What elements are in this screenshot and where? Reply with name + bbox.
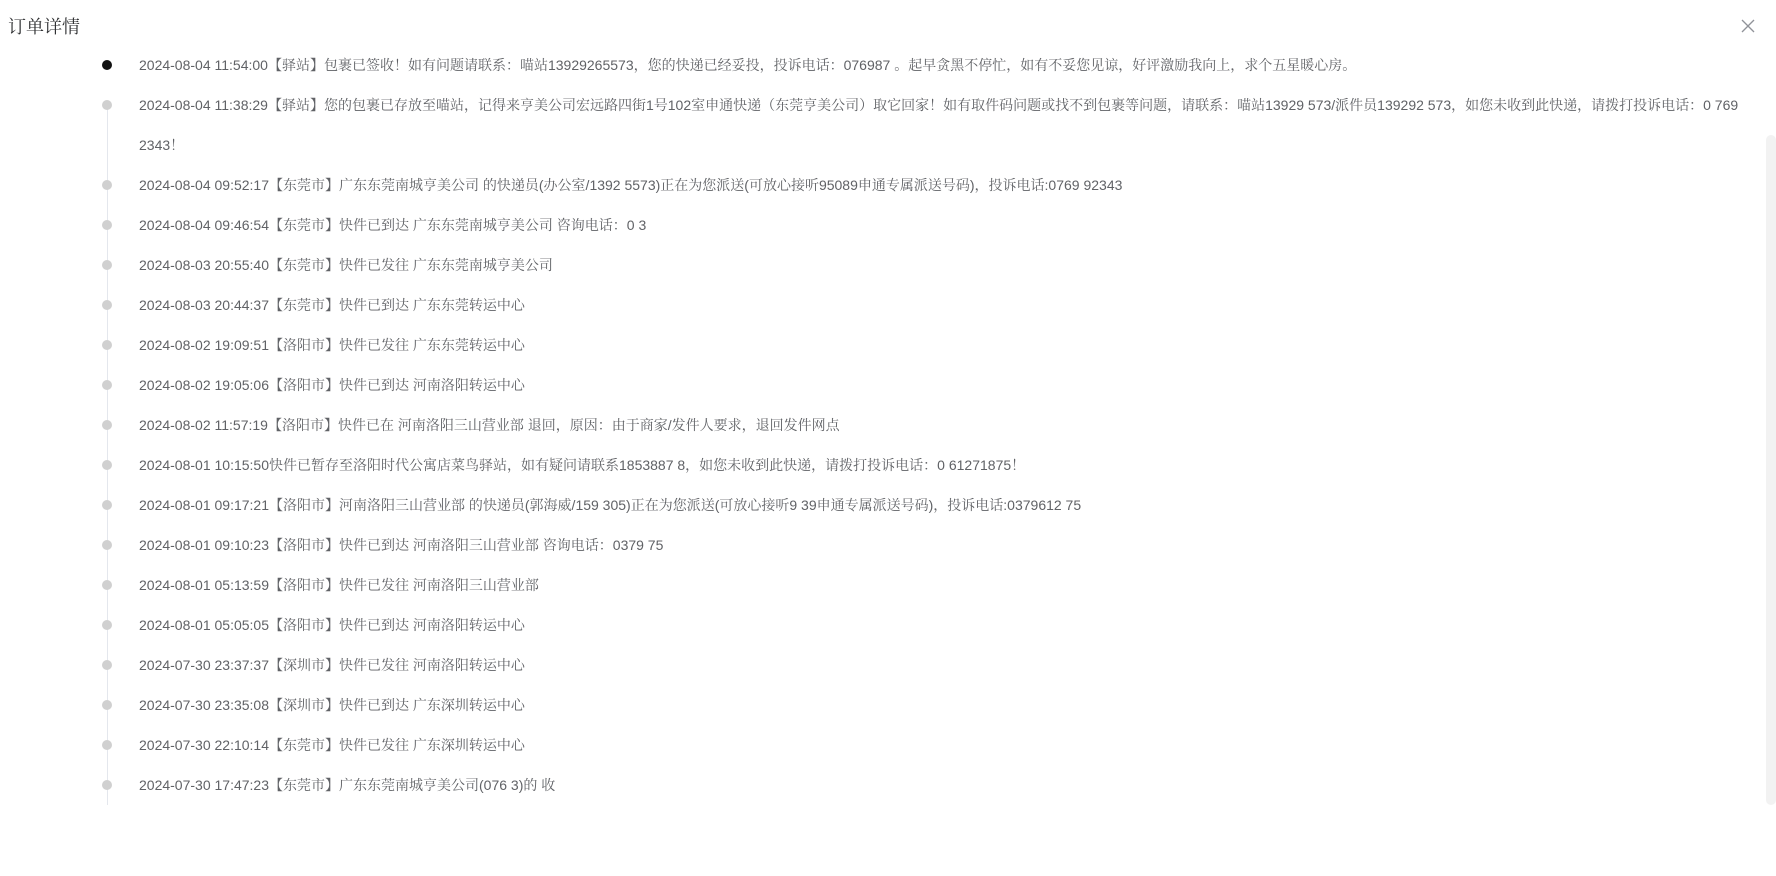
timeline-item (100, 765, 1740, 805)
timeline-item (100, 685, 1740, 725)
logistics-timeline (100, 45, 1740, 805)
timeline-item (100, 205, 1740, 245)
dialog-title: 订单详情 (8, 17, 80, 37)
timeline-dot (102, 740, 112, 750)
timeline-item (100, 365, 1740, 405)
timeline-dot (102, 380, 112, 390)
timeline-item (100, 245, 1740, 285)
timeline-dot (102, 780, 112, 790)
timeline-item (100, 285, 1740, 325)
timeline-dot (102, 660, 112, 670)
timeline-item (100, 405, 1740, 445)
timeline-dot (102, 260, 112, 270)
timeline-item-text: 2024-08-02 19:05:06【洛阳市】快件已到达 河南洛阳转运中心 (139, 377, 525, 393)
scrollbar[interactable] (1766, 135, 1776, 805)
timeline-item (100, 485, 1740, 525)
timeline-item-text: 2024-07-30 17:47:23【东莞市】广东东莞南城亨美公司(076 3)的 收 (139, 777, 556, 793)
timeline-item-text: 2024-08-04 11:38:29【驿站】您的包裹已存放至喵站，记得来亨美公司宏远路四街1号102室申通快递（东莞亨美公司）取它回家！如有取件码问题或找不到包裹等问题，请联系：喵站13929 573/派件员139292 573，如您未收到此快递，请拨打投诉电话：0 7692343！ (139, 97, 1739, 153)
close-icon (1738, 16, 1758, 36)
timeline-dot-active (102, 60, 112, 70)
timeline-item (100, 725, 1740, 765)
timeline-item (100, 45, 1740, 85)
timeline-item-text: 2024-08-01 10:15:50快件已暂存至洛阳时代公寓店菜鸟驿站，如有疑问请联系1853887 8，如您未收到此快递，请拨打投诉电话：0 61271875！ (139, 457, 1026, 473)
timeline-item (100, 565, 1740, 605)
timeline-item (100, 325, 1740, 365)
timeline-dot (102, 420, 112, 430)
timeline-dot (102, 100, 112, 110)
timeline-item-text: 2024-08-04 11:54:00【驿站】包裹已签收！如有问题请联系：喵站13929265573，您的快递已经妥投，投诉电话：076987 。起早贪黑不停忙，如有不妥您见谅，好评激励我向上，求个五星暖心房。 (139, 57, 1357, 73)
timeline-dot (102, 220, 112, 230)
timeline-dot (102, 340, 112, 350)
timeline-item (100, 445, 1740, 485)
timeline-item-text: 2024-08-02 11:57:19【洛阳市】快件已在 河南洛阳三山营业部 退回，原因：由于商家/发件人要求，退回发件网点 (139, 417, 840, 433)
timeline-item-text: 2024-08-03 20:44:37【东莞市】快件已到达 广东东莞转运中心 (139, 297, 525, 313)
timeline-item-text: 2024-08-03 20:55:40【东莞市】快件已发往 广东东莞南城亨美公司 (139, 257, 553, 273)
timeline-item-text: 2024-08-04 09:52:17【东莞市】广东东莞南城亨美公司 的快递员(办公室/1392 5573)正在为您派送(可放心接听95089申通专属派送号码)，投诉电话:0769 92343 (139, 177, 1123, 193)
timeline-item-text: 2024-08-01 05:05:05【洛阳市】快件已到达 河南洛阳转运中心 (139, 617, 525, 633)
timeline-item (100, 605, 1740, 645)
timeline-dot (102, 620, 112, 630)
timeline-item-text: 2024-08-01 09:10:23【洛阳市】快件已到达 河南洛阳三山营业部 咨询电话：0379 75 (139, 537, 664, 553)
timeline-scroll-area[interactable] (0, 45, 1776, 805)
timeline-dot (102, 460, 112, 470)
timeline-item-text: 2024-08-02 19:09:51【洛阳市】快件已发往 广东东莞转运中心 (139, 337, 525, 353)
timeline-item (100, 85, 1740, 165)
timeline-item-text: 2024-07-30 22:10:14【东莞市】快件已发往 广东深圳转运中心 (139, 737, 525, 753)
close-button[interactable] (1738, 16, 1758, 36)
timeline-item-text: 2024-08-01 09:17:21【洛阳市】河南洛阳三山营业部 的快递员(郭海威/159 305)正在为您派送(可放心接听9 39申通专属派送号码)，投诉电话:0379612 75 (139, 497, 1082, 513)
timeline-item-text: 2024-08-04 09:46:54【东莞市】快件已到达 广东东莞南城亨美公司 咨询电话：0 3 (139, 217, 647, 233)
timeline-dot (102, 500, 112, 510)
timeline-dot (102, 540, 112, 550)
timeline-item (100, 165, 1740, 205)
timeline-item (100, 645, 1740, 685)
timeline-dot (102, 180, 112, 190)
timeline-item-text: 2024-08-01 05:13:59【洛阳市】快件已发往 河南洛阳三山营业部 (139, 577, 539, 593)
timeline-dot (102, 700, 112, 710)
timeline-dot (102, 580, 112, 590)
timeline-item (100, 525, 1740, 565)
timeline-item-text: 2024-07-30 23:37:37【深圳市】快件已发往 河南洛阳转运中心 (139, 657, 525, 673)
timeline-item-text: 2024-07-30 23:35:08【深圳市】快件已到达 广东深圳转运中心 (139, 697, 525, 713)
timeline-dot (102, 300, 112, 310)
